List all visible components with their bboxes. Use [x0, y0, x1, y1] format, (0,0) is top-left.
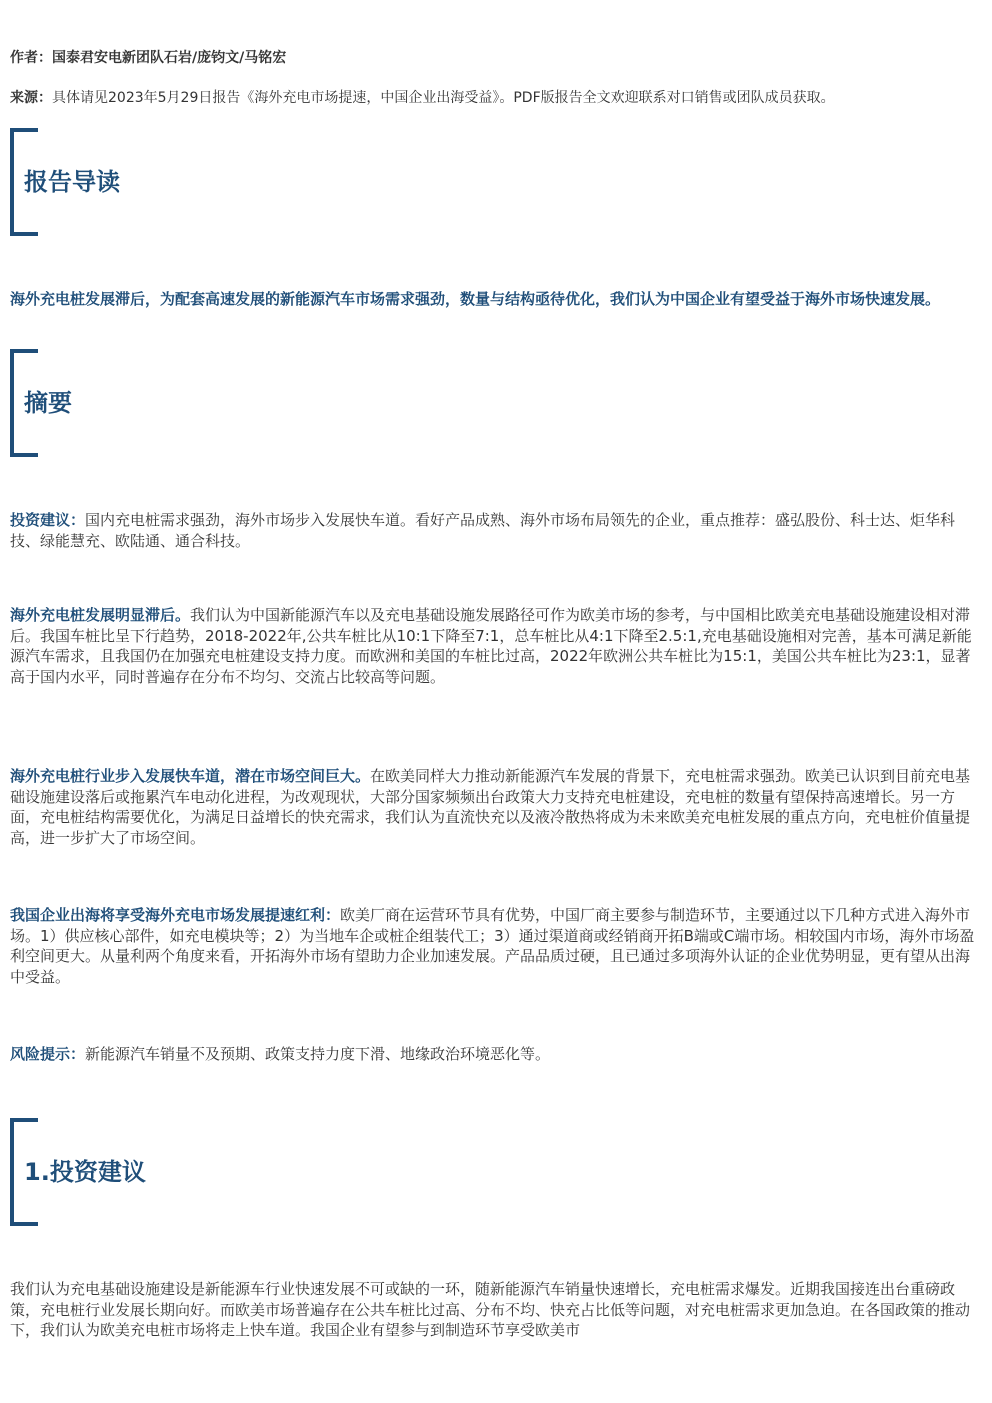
paragraph-body: 我们认为中国新能源汽车以及充电基础设施发展路径可作为欧美市场的参考，与中国相比欧美充电基础设施建设相对滞后。我国车桩比呈下行趋势，2018-2022年,公共车桩比从10:1下降至7:1，总车桩比从4:1下降至2.5:1,充电基础设施相对完善，基本可满足新能源汽车需求，且我国仍在加强充电桩建设支持力度。而欧洲和美国的车桩比过高，2022年欧洲公共车桩比为15:1，美国公共车桩比为23:1，显著高于国内水平，同时普遍存在分布不均匀、交流占比较高等问题。 [10, 606, 972, 686]
source-text: 具体请见2023年5月29日报告《海外充电市场提速，中国企业出海受益》。PDF版报告全文欢迎联系对口销售或团队成员获取。 [52, 90, 835, 106]
paragraph-lead: 投资建议： [10, 511, 86, 529]
invest-paragraph: 我们认为充电基础设施建设是新能源车行业快速发展不可或缺的一环，随新能源汽车销量快速增长，充电桩需求爆发。近期我国接连出台重磅政策，充电桩行业发展长期向好。而欧美市场普遍存在公共车桩比过高、分布不均、快充占比低等问题，对充电桩需求更加急迫。在各国政策的推动下，我们认为欧美充电桩市场将走上快车道。我国企业有望参与到制造环节享受欧美市 [10, 1280, 971, 1339]
author-label: 作者： [10, 50, 52, 66]
summary-paragraph-lagging [10, 605, 982, 687]
paragraph-lead: 海外充电桩行业步入发展快车道，潜在市场空间巨大。 [10, 767, 371, 785]
section-title-invest: 1.投资建议 [24, 1158, 146, 1186]
guide-text: 海外充电桩发展滞后，为配套高速发展的新能源汽车市场需求强劲，数量与结构亟待优化，我们认为中国企业有望受益于海外市场快速发展。 [10, 290, 941, 308]
paragraph-lead: 我国企业出海将享受海外充电市场发展提速红利： [10, 906, 341, 924]
author-names: 国泰君安电新团队石岩/庞钧文/马铭宏 [52, 50, 287, 66]
section-title-summary: 摘要 [24, 389, 72, 417]
section-title-guide: 报告导读 [24, 168, 120, 196]
section-heading-guide [10, 128, 310, 236]
section-heading-invest [10, 1118, 310, 1226]
paragraph-lead: 海外充电桩发展明显滞后。 [10, 606, 191, 624]
section-heading-summary [10, 349, 310, 457]
paragraph-body: 欧美厂商在运营环节具有优势，中国厂商主要参与制造环节，主要通过以下几种方式进入海外市场。1）供应核心部件，如充电模块等；2）为当地车企或桩企组装代工；3）通过渠道商或经销商开拓B端或C端市场。相较国内市场，海外市场盈利空间更大。从量利两个角度来看，开拓海外市场有望助力企业加速发展。产品品质过硬，且已通过多项海外认证的企业优势明显，更有望从出海中受益。 [10, 906, 975, 986]
summary-paragraph-overseas [10, 905, 982, 987]
summary-paragraph-fastlane [10, 766, 982, 848]
author-line [10, 48, 286, 68]
source-line [10, 88, 835, 108]
source-label: 来源： [10, 90, 52, 106]
summary-paragraph-invest [10, 510, 982, 551]
summary-paragraph-risk [10, 1044, 982, 1065]
paragraph-body: 在欧美同样大力推动新能源汽车发展的背景下，充电桩需求强劲。欧美已认识到目前充电基础设施建设落后或拖累汽车电动化进程，为改观现状，大部分国家频频出台政策大力支持充电桩建设，充电桩的数量有望保持高速增长。另一方面，充电桩结构需要优化，为满足日益增长的快充需求，我们认为直流快充以及液冷散热将成为未来欧美充电桩发展的重点方向，充电桩价值量提高，进一步扩大了市场空间。 [10, 767, 971, 847]
paragraph-body: 新能源汽车销量不及预期、政策支持力度下滑、地缘政治环境恶化等。 [85, 1045, 551, 1063]
paragraph-body: 国内充电桩需求强劲，海外市场步入发展快车道。看好产品成熟、海外市场布局领先的企业，重点推荐：盛弘股份、科士达、炬华科技、绿能慧充、欧陆通、通合科技。 [10, 511, 956, 550]
paragraph-lead: 风险提示： [10, 1045, 86, 1063]
